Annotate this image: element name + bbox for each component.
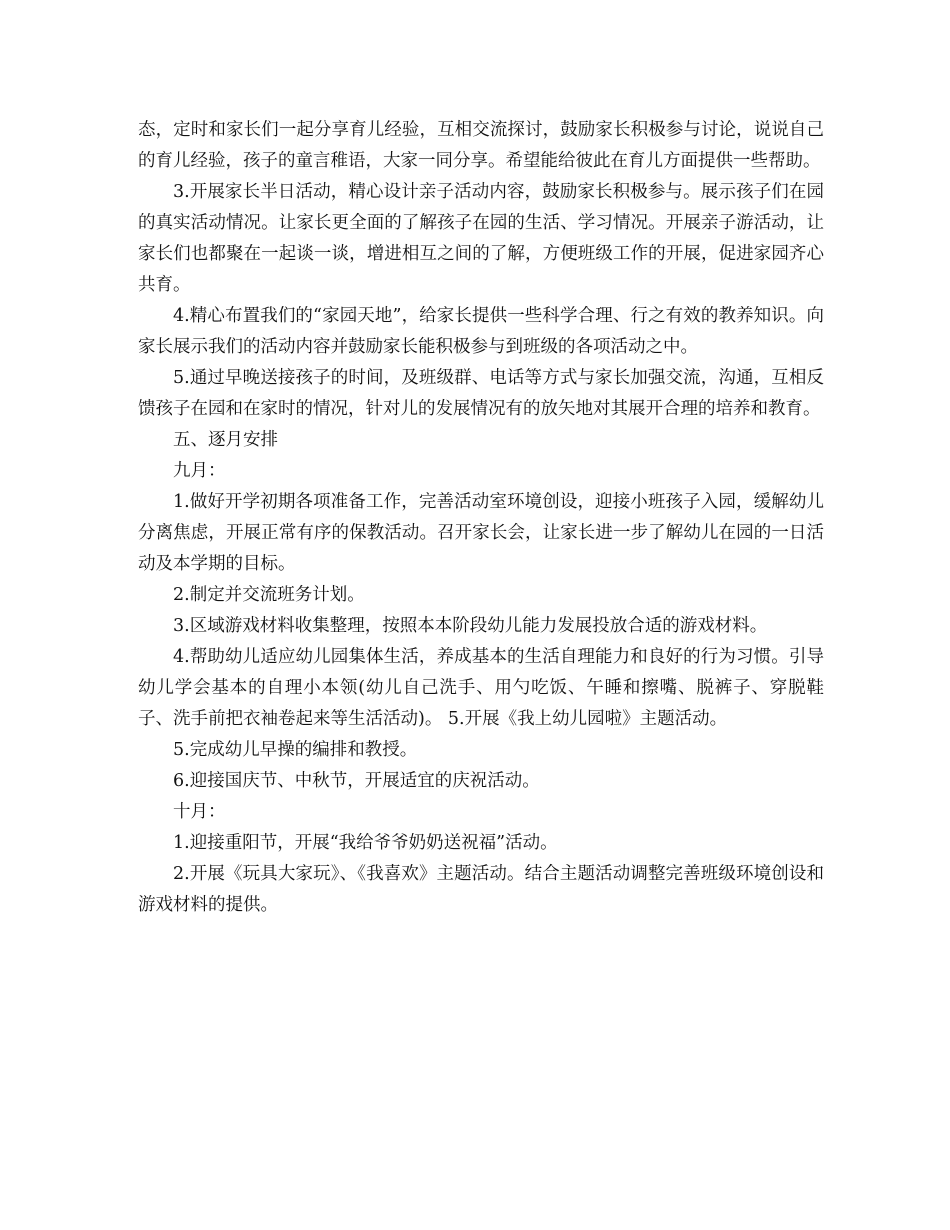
september-item-1: 1.做好开学初期各项准备工作，完善活动室环境创设，迎接小班孩子入园，缓解幼儿分离焦虑，开展正常有序的保教活动。召开家长会，让家长进一步了解幼儿在园的一日活动及本学期的目标。 (138, 492, 824, 574)
september-item-6: 6.迎接国庆节、中秋节，开展适宜的庆祝活动。 (173, 771, 540, 791)
september-item-5: 5.完成幼儿早操的编排和教授。 (173, 740, 418, 760)
paragraph-item-5-daily-communication: 5.通过早晚送接孩子的时间，及班级群、电话等方式与家长加强交流，沟通，互相反馈孩子在园和在家时的情况，针对儿的发展情况有的放矢地对其展开合理的培养和教育。 (138, 368, 824, 419)
month-heading-september: 九月： (173, 461, 226, 481)
paragraph-parent-communication-continued: 态，定时和家长们一起分享育儿经验，互相交流探讨，鼓励家长积极参与讨论，说说自己的育儿经验，孩子的童言稚语，大家一同分享。希望能给彼此在育儿方面提供一些帮助。 (138, 120, 824, 171)
document-body (138, 115, 824, 921)
october-item-2: 2.开展《玩具大家玩》、《我喜欢》主题活动。结合主题活动调整完善班级环境创设和游戏材料的提供。 (138, 864, 824, 915)
month-heading-october: 十月： (173, 802, 226, 822)
paragraph-item-3-half-day-activity: 3.开展家长半日活动，精心设计亲子活动内容，鼓励家长积极参与。展示孩子们在园的真实活动情况。让家长更全面的了解孩子在园的生活、学习情况。开展亲子游活动，让家长们也都聚在一起谈一谈，增进相互之间的了解，方便班级工作的开展，促进家园齐心共育。 (138, 182, 824, 295)
section-heading-monthly-plan: 五、逐月安排 (173, 430, 278, 450)
september-item-4: 4.帮助幼儿适应幼儿园集体生活，养成基本的生活自理能力和良好的行为习惯。引导幼儿学会基本的自理小本领(幼儿自己洗手、用勺吃饭、午睡和擦嘴、脱裤子、穿脱鞋子、洗手前把衣袖卷起来等生活活动)。 5.开展《我上幼儿园啦》主题活动。 (138, 647, 824, 729)
paragraph-item-4-home-garden-board: 4.精心布置我们的“家园天地”，给家长提供一些科学合理、行之有效的教养知识。向家长展示我们的活动内容并鼓励家长能积极参与到班级的各项活动之中。 (138, 306, 824, 357)
september-item-3: 3.区域游戏材料收集整理，按照本本阶段幼儿能力发展投放合适的游戏材料。 (173, 616, 768, 636)
september-item-2: 2.制定并交流班务计划。 (173, 585, 365, 605)
october-item-1: 1.迎接重阳节，开展“我给爷爷奶奶送祝福”活动。 (173, 833, 558, 853)
